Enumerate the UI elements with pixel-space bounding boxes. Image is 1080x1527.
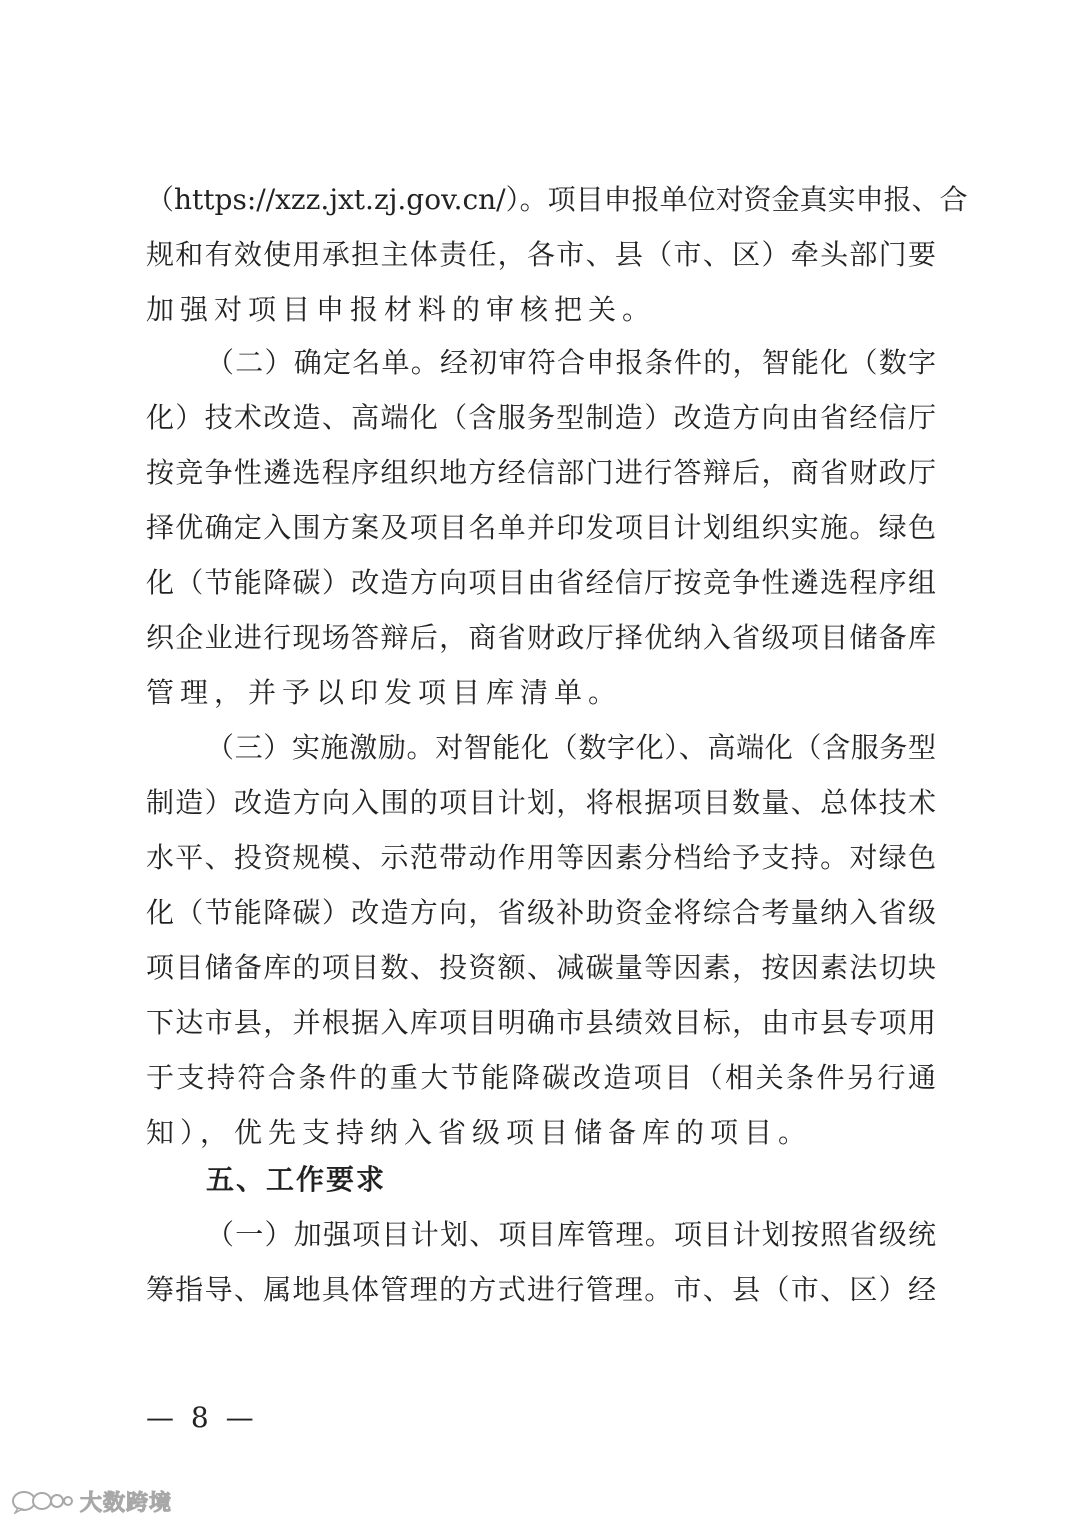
text-line-18: 知），优先支持纳入省级项目储备库的项目。 [146,1116,813,1149]
text-line-6: 按竞争性遴选程序组织地方经信部门进行答辩后，商省财政厅 [146,456,936,489]
page-number: — 8 — [146,1401,258,1434]
text-line-3: 加强对项目申报材料的审核把关。 [146,293,657,326]
text-line-11: （三）实施激励。对智能化（数字化）、高端化（含服务型 [206,731,936,764]
text-line-9: 织企业进行现场答辩后，商省财政厅择优纳入省级项目储备库 [146,621,936,654]
text-line-21: 筹指导、属地具体管理的方式进行管理。市、县（市、区）经 [146,1273,936,1306]
watermark [10,1486,172,1516]
text-line-15: 项目储备库的项目数、投资额、减碳量等因素，按因素法切块 [146,951,936,984]
text-line-16: 下达市县，并根据入库项目明确市县绩效目标，由市县专项用 [146,1006,936,1039]
text-line-7: 择优确定入围方案及项目名单并印发项目计划组织实施。绿色 [146,511,936,544]
text-line-20: （一）加强项目计划、项目库管理。项目计划按照省级统 [206,1218,936,1251]
chat-bubbles-logo-icon [10,1488,74,1514]
text-line-2: 规和有效使用承担主体责任，各市、县（市、区）牵头部门要 [146,238,936,271]
text-line-4: （二）确定名单。经初审符合申报条件的，智能化（数字 [206,346,936,379]
text-line-13: 水平、投资规模、示范带动作用等因素分档给予支持。对绿色 [146,841,936,874]
watermark-text: 大数跨境 [80,1490,173,1516]
text-line-17: 于支持符合条件的重大节能降碳改造项目（相关条件另行通 [146,1061,936,1094]
text-line-5: 化）技术改造、高端化（含服务型制造）改造方向由省经信厅 [146,401,936,434]
text-line-8: 化（节能降碳）改造方向项目由省经信厅按竞争性遴选程序组 [146,566,936,599]
text-line-1: （https://xzz.jxt.zj.gov.cn/）。项目申报单位对资金真实申报、合 [146,183,968,216]
text-line-14: 化（节能降碳）改造方向，省级补助资金将综合考量纳入省级 [146,896,936,929]
text-line-12: 制造）改造方向入围的项目计划，将根据项目数量、总体技术 [146,786,936,819]
section-heading: 五、工作要求 [206,1163,387,1196]
text-line-10: 管理，并予以印发项目库清单。 [146,676,623,709]
